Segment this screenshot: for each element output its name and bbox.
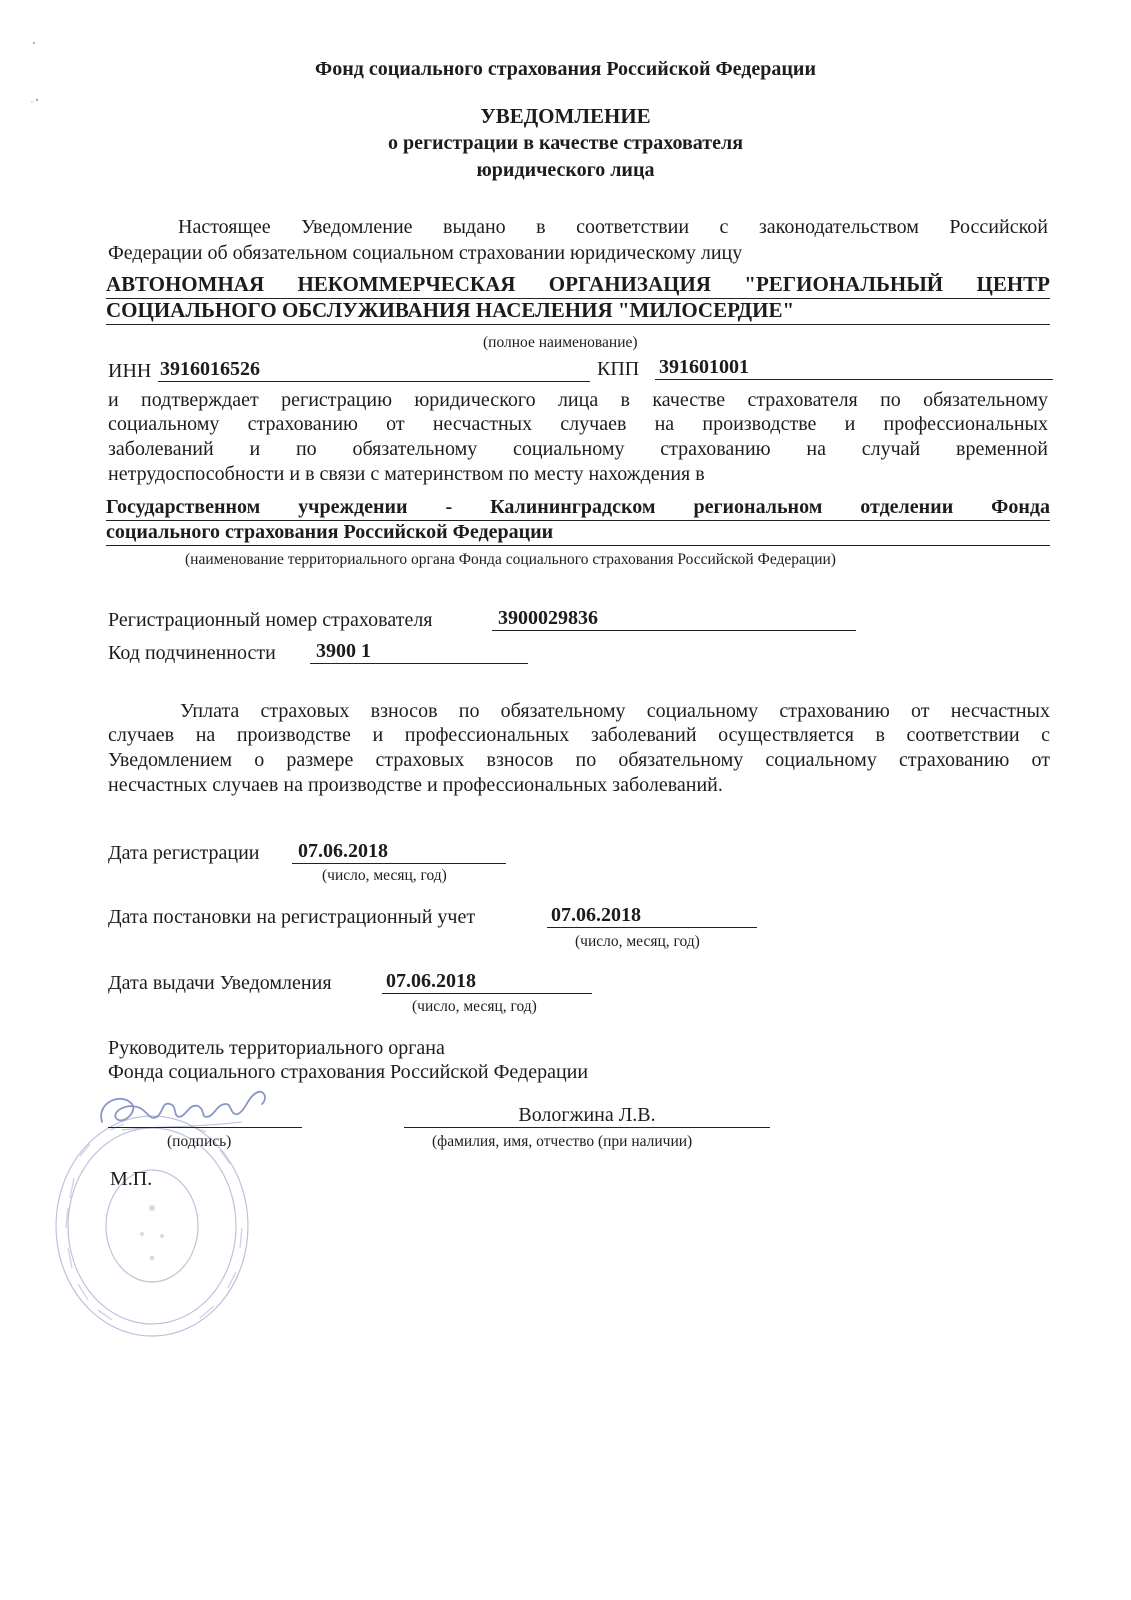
accounting-date-caption: (число, месяц, год) [575, 933, 700, 950]
issue-date-caption: (число, месяц, год) [412, 998, 537, 1015]
reg-date-label: Дата регистрации [108, 842, 260, 864]
accounting-date-label: Дата постановки на регистрационный учет [108, 906, 476, 928]
signer-name: Вологжина Л.В. [404, 1104, 770, 1128]
inn-label: ИНН [108, 360, 152, 382]
organization-name-caption: (полное наименование) [483, 334, 638, 351]
notice-title: УВЕДОМЛЕНИЕ [480, 104, 651, 128]
inn-value: 3916016526 [158, 358, 590, 382]
organization-name-line-1: АВТОНОМНАЯ НЕКОММЕРЧЕСКАЯ ОРГАНИЗАЦИЯ "РЕГИОНАЛЬНЫЙ ЦЕНТР [106, 272, 1050, 299]
payment-line-3: Уведомлением о размере страховых взносов по обязательному социальному страхованию от [108, 749, 1050, 771]
kpp-value: 391601001 [655, 356, 1053, 380]
confirmation-line-3: заболеваний и по обязательному социальному страхованию на случай временной [108, 438, 1048, 460]
reg-date-caption: (число, месяц, год) [322, 867, 447, 884]
signature-line [108, 1127, 302, 1128]
subordination-value: 3900 1 [310, 640, 528, 664]
confirmation-line-4: нетрудоспособности и в связи с материнством по месту нахождения в [108, 463, 705, 485]
territorial-body-caption: (наименование территориального органа Фонда социального страхования Российской Федерации) [185, 551, 836, 568]
stamp-place-label: М.П. [110, 1168, 153, 1190]
signer-name-caption: (фамилия, имя, отчество (при наличии) [432, 1133, 693, 1150]
head-title-line-2: Фонда социального страхования Российской Федерации [108, 1061, 589, 1083]
payment-line-4: несчастных случаев на производстве и профессиональных заболеваний. [108, 774, 723, 796]
reg-number-value: 3900029836 [492, 607, 856, 631]
notice-subtitle-2: юридического лица [476, 159, 655, 181]
confirmation-line-2: социальному страхованию от несчастных случаев на производстве и профессиональных [108, 413, 1048, 435]
fund-name: Фонд социального страхования Российской Федерации [315, 58, 816, 80]
organization-name-line-2: СОЦИАЛЬНОГО ОБСЛУЖИВАНИЯ НАСЕЛЕНИЯ "МИЛОСЕРДИЕ" [106, 298, 1050, 325]
signature-caption: (подпись) [167, 1133, 232, 1150]
head-title-line-1: Руководитель территориального органа [108, 1037, 445, 1059]
territorial-body-line-2: социального страхования Российской Федерации [106, 521, 1050, 546]
reg-date-value: 07.06.2018 [292, 840, 506, 864]
kpp-label: КПП [597, 358, 640, 380]
issue-date-label: Дата выдачи Уведомления [108, 972, 332, 994]
notice-subtitle-1: о регистрации в качестве страхователя [387, 132, 744, 154]
intro-line-2: Федерации об обязательном социальном страховании юридическому лицу [108, 242, 743, 264]
payment-line-1: Уплата страховых взносов по обязательному социальному страхованию от несчастных [180, 700, 1050, 722]
subordination-label: Код подчиненности [108, 642, 276, 664]
confirmation-line-1: и подтверждает регистрацию юридического лица в качестве страхователя по обязательному [108, 389, 1048, 411]
accounting-date-value: 07.06.2018 [547, 904, 757, 928]
reg-number-label: Регистрационный номер страхователя [108, 609, 433, 631]
issue-date-value: 07.06.2018 [382, 970, 592, 994]
territorial-body-line-1: Государственном учреждении - Калининградском региональном отделении Фонда [106, 496, 1050, 521]
intro-line-1: Настоящее Уведомление выдано в соответствии с законодательством Российской [178, 216, 1048, 238]
payment-line-2: случаев на производстве и профессиональных заболеваний осуществляется в соответствии с [108, 724, 1050, 746]
